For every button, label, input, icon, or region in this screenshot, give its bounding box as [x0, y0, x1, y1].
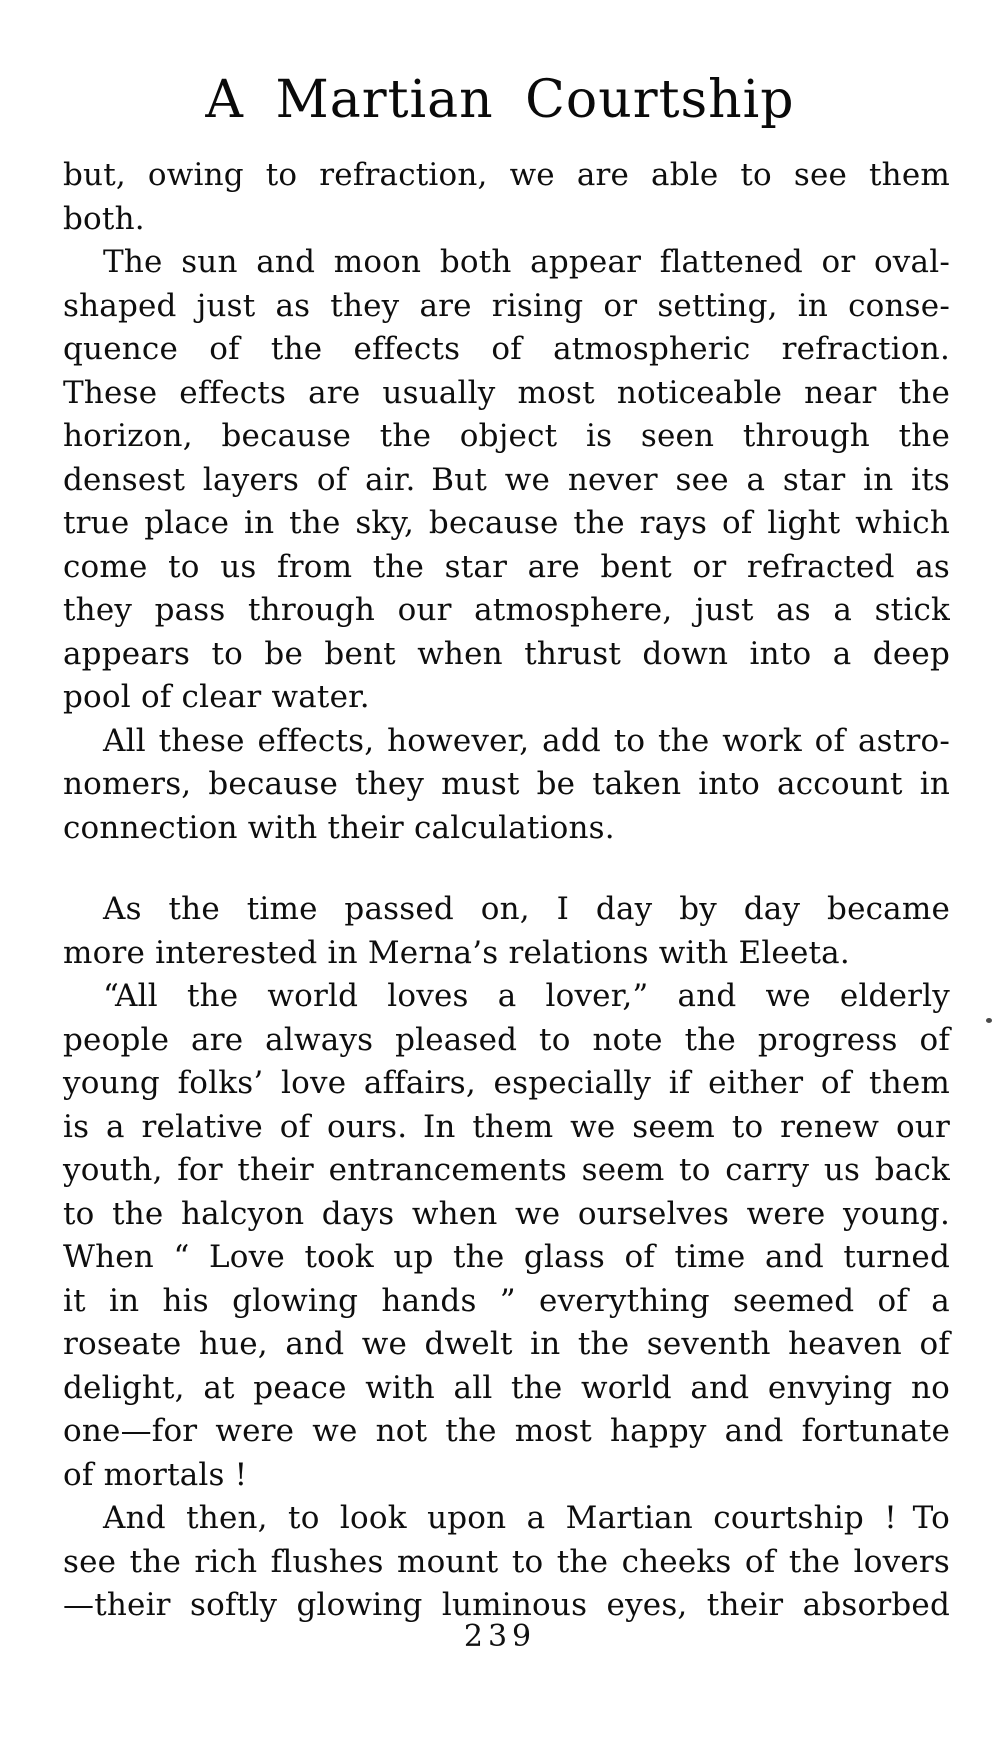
text-line: pool of clear water. — [63, 679, 370, 715]
text-line: of mortals ! — [63, 1456, 248, 1493]
text-line: “All the world loves a lover,” and we elderly — [103, 978, 950, 1014]
paragraph — [63, 241, 950, 720]
page-body-text — [63, 154, 950, 1628]
page-number: 239 — [463, 1619, 537, 1654]
page-title: A Martian Courtship — [205, 70, 795, 130]
text-line: roseate hue, and we dwelt in the seventh heaven of — [63, 1326, 950, 1362]
text-line: connection with their calculations. — [63, 809, 615, 846]
text-line: shaped just as they are rising or setting, in conse- — [63, 287, 950, 324]
text-line: young folks’ love affairs, especially if either of them — [63, 1065, 950, 1101]
paragraph — [63, 888, 950, 975]
text-section — [63, 154, 950, 850]
text-line: As the time passed on, I day by day became — [103, 891, 950, 927]
text-line: And then, to look upon a Martian courtship ! To — [103, 1500, 950, 1536]
text-line: nomers, because they must be taken into account in — [63, 766, 950, 802]
text-line: quence of the effects of atmospheric refraction. — [63, 331, 950, 367]
text-line: to the halcyon days when we ourselves were young. — [63, 1195, 950, 1232]
text-line: but, owing to refraction, we are able to see them — [63, 157, 950, 193]
paragraph — [63, 1497, 950, 1628]
text-line: delight, at peace with all the world and envying no — [63, 1369, 950, 1406]
text-line: see the rich flushes mount to the cheeks of the lovers — [63, 1543, 950, 1580]
text-line: one—for were we not the most happy and fortunate — [63, 1413, 950, 1449]
text-line: it in his glowing hands ” everything seemed of a — [63, 1282, 950, 1319]
text-line: both. — [63, 200, 145, 237]
text-line: The sun and moon both appear flattened or oval- — [103, 244, 950, 280]
text-line: When “ Love took up the glass of time and turned — [63, 1239, 950, 1275]
text-line: true place in the sky, because the rays of light which — [63, 505, 950, 541]
text-line: densest layers of air. But we never see a star in its — [63, 461, 950, 498]
text-line: appears to be bent when thrust down into a deep — [63, 635, 950, 672]
text-line: youth, for their entrancements seem to carry us back — [63, 1152, 950, 1188]
paragraph — [63, 975, 950, 1497]
text-section — [63, 888, 950, 1628]
text-line: come to us from the star are bent or refracted as — [63, 548, 950, 585]
text-line: —their softly glowing luminous eyes, their absorbed — [63, 1587, 950, 1623]
text-line: more interested in Merna’s relations with Eleeta. — [63, 934, 850, 971]
text-line: they pass through our atmosphere, just as a stick — [63, 592, 950, 628]
scan-artifact-dot — [986, 1018, 992, 1023]
text-line: All these effects, however, add to the work of astro- — [103, 722, 950, 759]
text-line: These effects are usually most noticeable near the — [63, 374, 950, 411]
paragraph — [63, 720, 950, 851]
text-line: is a relative of ours. In them we seem to renew our — [63, 1108, 950, 1145]
paragraph — [63, 154, 950, 241]
text-line: horizon, because the object is seen through the — [63, 418, 950, 454]
text-line: people are always pleased to note the progress of — [63, 1021, 950, 1058]
